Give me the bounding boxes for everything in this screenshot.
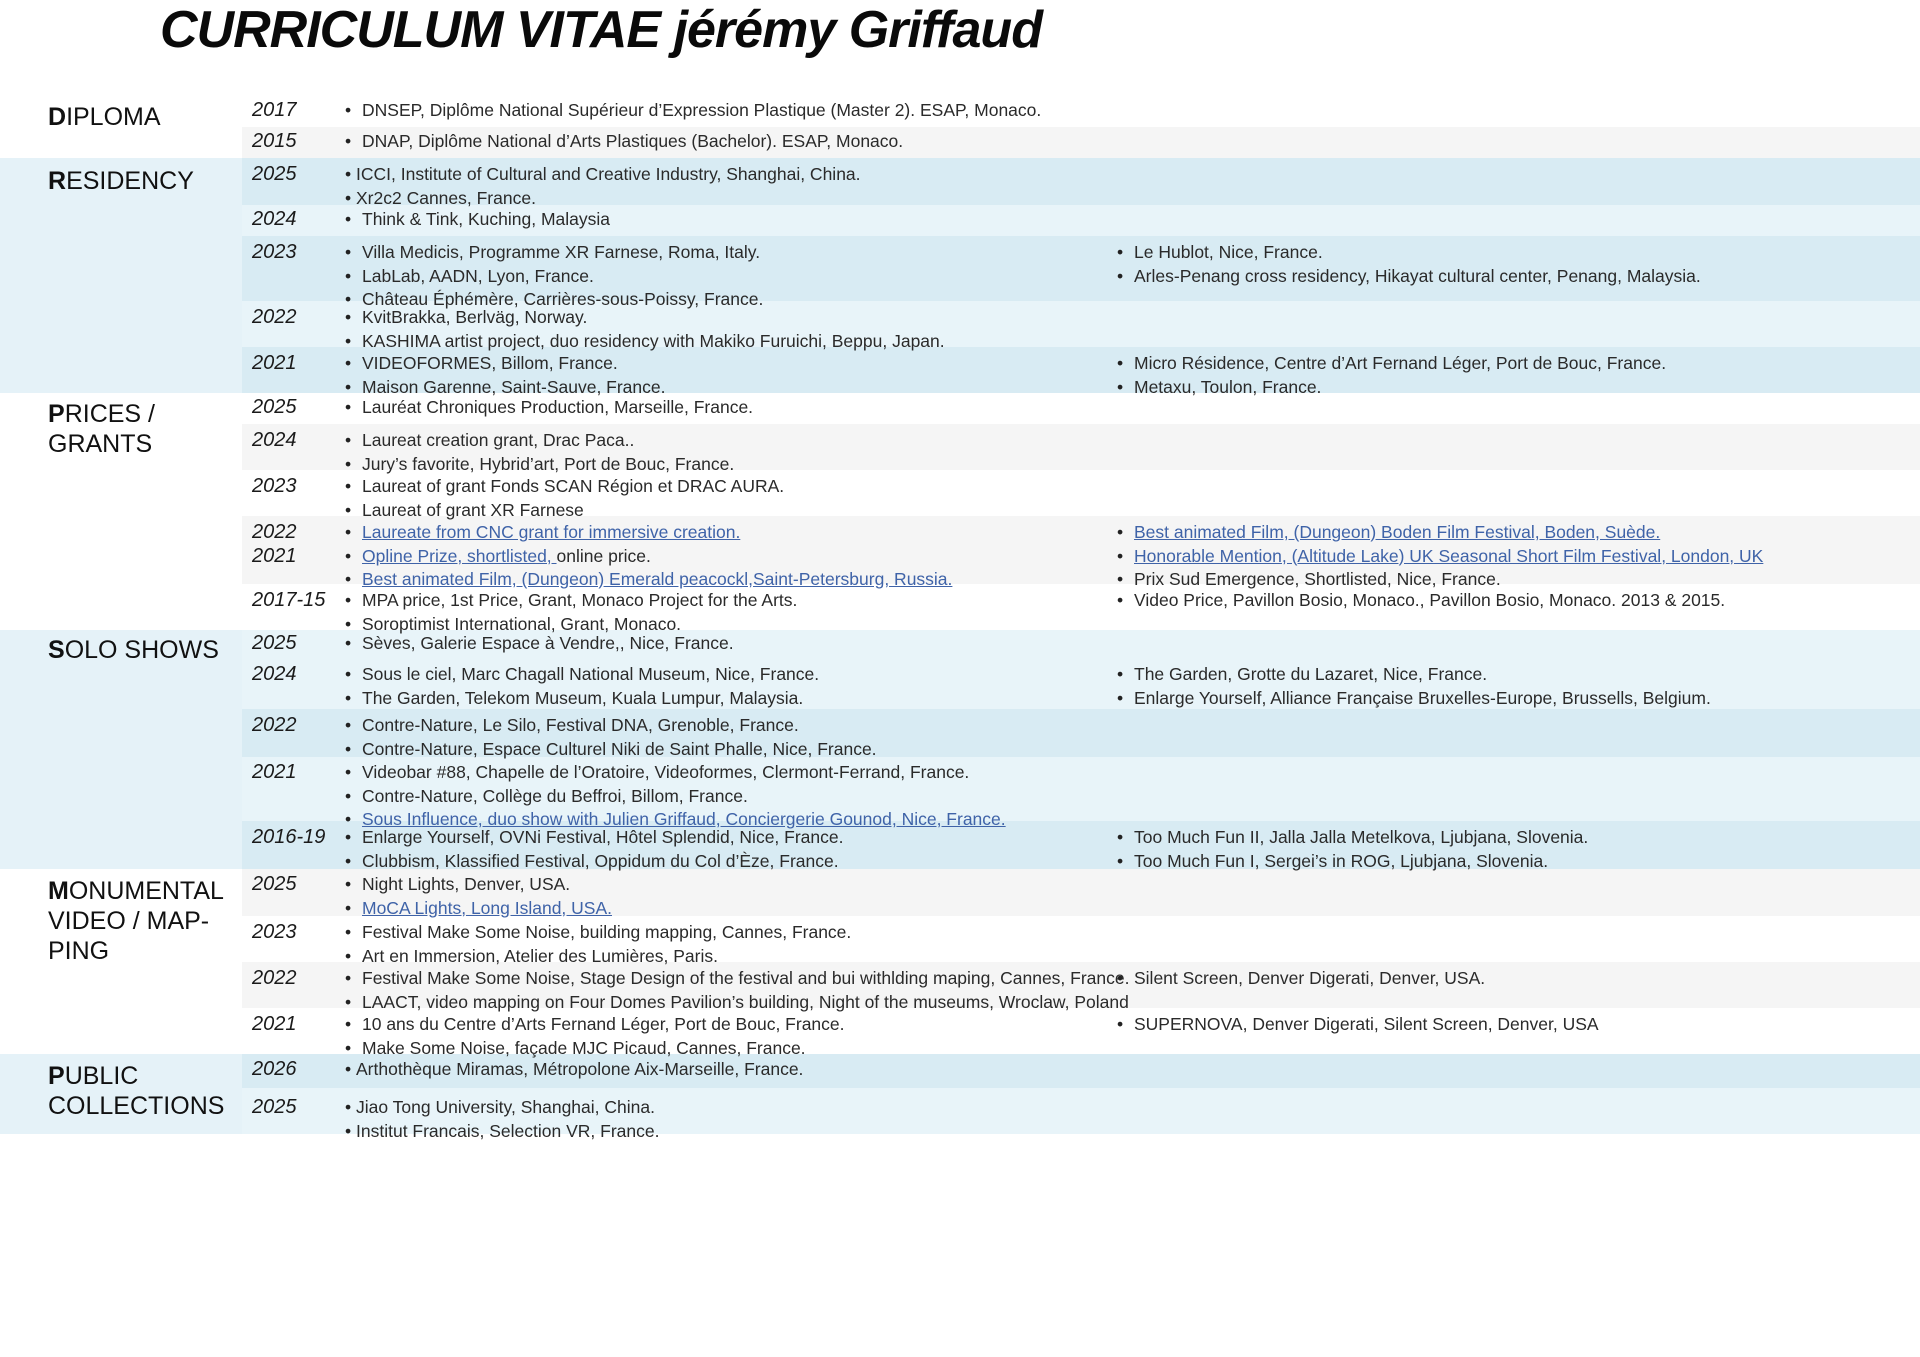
- cv-section: [0, 1054, 1920, 1141]
- entry-text: Enlarge Yourself, Alliance Française Bruxelles-Europe, Brussells, Belgium.: [1134, 687, 1711, 708]
- section-title: RESIDENCY: [48, 167, 194, 195]
- entry-link[interactable]: Best animated Film, (Dungeon) Boden Film Festival, Boden, Suède.: [1134, 522, 1661, 542]
- row-year: 2021: [252, 761, 297, 783]
- entries-left: [342, 208, 1114, 236]
- list-item: [342, 873, 1114, 897]
- entry-text: Festival Make Some Noise, building mapping, Cannes, France.: [362, 922, 852, 942]
- entry-text: Festival Make Some Noise, Stage Design of the festival and bui withlding maping, Cannes, France.: [362, 968, 1130, 988]
- entries-right: [1114, 352, 1920, 397]
- entry-text: Jiao Tong University, Shanghai, China.: [356, 1097, 655, 1117]
- entries-right: [1114, 130, 1920, 158]
- entry-list: [342, 1058, 1114, 1082]
- entry-list: [342, 396, 1114, 420]
- list-item: [342, 241, 1114, 265]
- list-item: [342, 429, 1114, 453]
- entry-text: LAACT, video mapping on Four Domes Pavilion’s building, Night of the museums, Wroclaw, Poland: [362, 991, 1129, 1012]
- row-year: 2015: [252, 130, 297, 152]
- row-year: 2016-19: [252, 826, 326, 848]
- entry-list: [342, 429, 1114, 476]
- entry-text: SUPERNOVA, Denver Digerati, Silent Screen, Denver, USA: [1134, 1014, 1599, 1034]
- entries-right: [1114, 921, 1920, 962]
- section-rows: [242, 1054, 1920, 1141]
- entry-list: [342, 475, 1114, 522]
- entry-text: Arles-Penang cross residency, Hikayat cultural center, Penang, Malaysia.: [1134, 265, 1701, 286]
- section-label: [0, 869, 242, 1054]
- list-item: [1114, 376, 1920, 400]
- section-rows: [242, 869, 1920, 1058]
- entry-text: KASHIMA artist project, duo residency with Makiko Furuichi, Beppu, Japan.: [362, 330, 945, 351]
- list-item: [1114, 663, 1920, 687]
- table-row: [242, 659, 1920, 709]
- list-item: [342, 589, 1114, 613]
- entries-left: [342, 130, 1114, 158]
- entry-list: [1114, 663, 1920, 710]
- list-item: [342, 265, 1114, 289]
- list-item: [1114, 687, 1920, 711]
- row-year: 2024: [252, 429, 297, 451]
- section-title: PUBLIC COLLECTIONS: [48, 1062, 225, 1120]
- entry-list: [1114, 1013, 1920, 1037]
- row-year: 2026: [252, 1058, 297, 1080]
- list-item: [1114, 967, 1920, 991]
- entries-left: [342, 163, 1114, 208]
- entry-list: [1114, 241, 1920, 288]
- table-row: [242, 347, 1920, 397]
- entry-text: MPA price, 1st Price, Grant, Monaco Project for the Arts.: [362, 590, 798, 610]
- section-rows: [242, 96, 1920, 158]
- entries-left: [342, 241, 1114, 309]
- entry-text: VIDEOFORMES, Billom, France.: [362, 353, 618, 373]
- section-label: [0, 158, 242, 393]
- entry-list: [342, 967, 1130, 1014]
- entry-text: DNAP, Diplôme National d’Arts Plastiques (Bachelor). ESAP, Monaco.: [362, 131, 904, 151]
- entry-list: [342, 761, 1114, 832]
- entry-text: LabLab, AADN, Lyon, France.: [362, 265, 594, 286]
- entries-left: [342, 1058, 1114, 1088]
- list-item: [342, 632, 1114, 656]
- entries-left: [342, 429, 1114, 474]
- list-item: [342, 99, 1114, 123]
- list-item: [342, 475, 1114, 499]
- row-year: 2024: [252, 208, 297, 230]
- table-row: [242, 205, 1920, 236]
- list-item: [342, 396, 1114, 420]
- entries-right: [1114, 589, 1920, 630]
- entry-text: Soroptimist International, Grant, Monaco.: [362, 613, 682, 634]
- row-year: 2025: [252, 632, 297, 654]
- entry-text: Too Much Fun II, Jalla Jalla Metelkova, Ljubjana, Slovenia.: [1134, 827, 1589, 847]
- entry-list: [342, 163, 1114, 210]
- table-row: [242, 236, 1920, 309]
- list-item: [342, 921, 1114, 945]
- entries-left: [342, 352, 1114, 397]
- entry-text: Night Lights, Denver, USA.: [362, 874, 571, 894]
- table-row: [242, 1008, 1920, 1058]
- entries-right: [1114, 99, 1920, 127]
- entry-text: Sèves, Galerie Espace à Vendre,, Nice, France.: [362, 633, 734, 653]
- entries-left: [342, 99, 1114, 127]
- list-item: [1114, 545, 1920, 569]
- entries-right: [1114, 1096, 1920, 1134]
- row-year: 2021: [252, 352, 297, 374]
- list-item: [1114, 265, 1920, 289]
- entry-text: Xr2c2 Cannes, France.: [356, 187, 536, 208]
- row-year: 2021: [252, 1013, 297, 1035]
- list-item: [342, 187, 1114, 211]
- section-rows: [242, 630, 1920, 869]
- row-year: 2025: [252, 873, 297, 895]
- list-item: [1114, 352, 1920, 376]
- entry-list: [342, 241, 1114, 312]
- entries-right: [1114, 873, 1920, 916]
- row-year: 2023: [252, 475, 297, 497]
- entry-text: Laureat creation grant, Drac Paca..: [362, 430, 635, 450]
- list-item: [342, 545, 1114, 569]
- section-rows: [242, 393, 1920, 634]
- entry-list: [342, 826, 1114, 873]
- list-item: [342, 1120, 1114, 1144]
- section-label: [0, 393, 242, 630]
- table-row: [242, 757, 1920, 829]
- entries-right: [1114, 663, 1920, 709]
- section-title: SOLO SHOWS: [48, 636, 219, 664]
- list-item: [342, 330, 1114, 354]
- cv-section: [0, 158, 1920, 397]
- entries-left: [342, 632, 1114, 659]
- entries-right: [1114, 521, 1920, 589]
- entry-list: [342, 99, 1114, 123]
- entry-text: The Garden, Grotte du Lazaret, Nice, France.: [1134, 664, 1488, 684]
- list-item: [342, 850, 1114, 874]
- entry-text: 10 ans du Centre d’Arts Fernand Léger, Port de Bouc, France.: [362, 1014, 845, 1034]
- entry-text: Enlarge Yourself, OVNi Festival, Hôtel Splendid, Nice, France.: [362, 827, 844, 847]
- entries-right: [1114, 632, 1920, 659]
- list-item: [342, 687, 1114, 711]
- entry-text: Contre-Nature, Le Silo, Festival DNA, Grenoble, France.: [362, 715, 799, 735]
- entry-list: [342, 1013, 1114, 1060]
- entry-list: [1114, 589, 1920, 613]
- table-row: [242, 127, 1920, 158]
- entry-list: [342, 921, 1114, 968]
- entries-right: [1114, 1013, 1920, 1054]
- entry-list: [342, 1096, 1114, 1143]
- list-item: [342, 897, 1114, 921]
- entries-left: [342, 1096, 1114, 1141]
- entries-left: [342, 761, 1114, 829]
- entries-right: [1114, 396, 1920, 424]
- list-item: [342, 945, 1114, 969]
- entry-text: Clubbism, Klassified Festival, Oppidum du Col d’Èze, France.: [362, 850, 839, 871]
- table-row: [242, 962, 1920, 1012]
- entry-text: Silent Screen, Denver Digerati, Denver, USA.: [1134, 968, 1486, 988]
- entries-right: [1114, 475, 1920, 516]
- section-title: DIPLOMA: [48, 103, 161, 131]
- table-row: [242, 916, 1920, 966]
- entry-text: Video Price, Pavillon Bosio, Monaco., Pavillon Bosio, Monaco. 2013 & 2015.: [1134, 590, 1726, 610]
- entries-right: [1114, 208, 1920, 236]
- entry-list: [1114, 826, 1920, 873]
- entry-list: [342, 873, 1114, 920]
- table-row: [242, 158, 1920, 208]
- list-item: [342, 1096, 1114, 1120]
- entry-text: Château Éphémère, Carrières-sous-Poissy, France.: [362, 289, 764, 309]
- entry-link[interactable]: Laureate from CNC grant for immersive creation.: [362, 522, 741, 542]
- list-item: [1114, 568, 1920, 592]
- entry-text: KvitBrakka, Berlväg, Norway.: [362, 307, 588, 327]
- entry-list: [342, 352, 1114, 399]
- row-year: 2017-15: [252, 589, 326, 611]
- cv-section: [0, 630, 1920, 869]
- entry-text: Make Some Noise, façade MJC Picaud, Cannes, France.: [362, 1037, 806, 1058]
- list-item: [342, 208, 1114, 232]
- entries-left: [342, 663, 1114, 709]
- entry-list: [342, 589, 1114, 636]
- entries-right: [1114, 429, 1920, 470]
- entries-left: [342, 475, 1114, 520]
- entry-list: [342, 663, 1114, 710]
- list-item: [342, 991, 1129, 1015]
- list-item: [1114, 241, 1920, 265]
- row-year: 2025: [252, 396, 297, 418]
- table-row: [242, 630, 1920, 659]
- entries-left: [342, 873, 1114, 916]
- entry-text: DNSEP, Diplôme National Supérieur d’Expression Plastique (Master 2). ESAP, Monaco.: [362, 100, 1042, 120]
- table-row: [242, 821, 1920, 869]
- entry-text: Institut Francais, Selection VR, France.: [356, 1120, 660, 1141]
- list-item: [342, 826, 1114, 850]
- entry-text: Maison Garenne, Saint-Sauve, France.: [362, 376, 666, 397]
- entry-text: Think & Tink, Kuching, Malaysia: [362, 209, 611, 229]
- table-row: [242, 1088, 1920, 1141]
- entries-right: [1114, 826, 1920, 869]
- entries-left: [342, 921, 1114, 966]
- entries-right: [1114, 163, 1920, 205]
- list-item: [342, 306, 1114, 330]
- entries-left: [342, 521, 1114, 589]
- row-year: 2022: [252, 714, 297, 736]
- entries-right: [1114, 306, 1920, 347]
- entry-list: [342, 208, 1114, 232]
- entry-list: [342, 714, 1114, 761]
- entry-link[interactable]: MoCA Lights, Long Island, USA.: [362, 897, 612, 918]
- entries-left: [342, 306, 1114, 351]
- list-item: [342, 785, 1114, 809]
- entry-text: Micro Résidence, Centre d’Art Fernand Léger, Port de Bouc, France.: [1134, 353, 1667, 373]
- cv-section: [0, 869, 1920, 1058]
- entries-right: [1114, 714, 1920, 757]
- cv-table: [0, 96, 1920, 1141]
- table-row: [242, 1054, 1920, 1088]
- table-row: [242, 470, 1920, 520]
- list-item: [1114, 521, 1920, 545]
- entries-left: [342, 714, 1114, 757]
- entry-link[interactable]: Opline Prize, shortlisted,: [362, 545, 557, 566]
- entry-link[interactable]: Best animated Film, (Dungeon) Emerald peacockl,Saint-Petersburg, Russia.: [362, 569, 953, 589]
- table-row: [242, 584, 1920, 634]
- entry-text: Prix Sud Emergence, Shortlisted, Nice, France.: [1134, 569, 1501, 589]
- section-label: [0, 630, 242, 869]
- entries-right: [1114, 241, 1920, 301]
- entry-list: [342, 521, 1114, 592]
- entry-text: Le Hublot, Nice, France.: [1134, 242, 1323, 262]
- entry-list: [342, 130, 1114, 154]
- section-label: [0, 1054, 242, 1134]
- list-item: [342, 1058, 1114, 1082]
- list-item: [1114, 826, 1920, 850]
- table-row: [242, 709, 1920, 757]
- entry-text: The Garden, Telekom Museum, Kuala Lumpur, Malaysia.: [362, 687, 804, 708]
- entry-text: ICCI, Institute of Cultural and Creative Industry, Shanghai, China.: [356, 164, 861, 184]
- list-item: [342, 714, 1114, 738]
- entries-left: [342, 826, 1114, 869]
- entries-right: [1114, 1058, 1920, 1088]
- list-item: [342, 163, 1114, 187]
- page-title: CURRICULUM VITAE jérémy Griffaud: [160, 1, 1042, 59]
- row-year: 2022 2021: [252, 521, 297, 567]
- table-row: [242, 424, 1920, 474]
- entry-list: [342, 306, 1114, 353]
- entries-left: [342, 967, 1130, 1012]
- entries-right: [1114, 967, 1920, 1008]
- list-item: [342, 352, 1114, 376]
- entry-text: online price.: [556, 545, 651, 566]
- list-item: [342, 761, 1114, 785]
- list-item: [342, 130, 1114, 154]
- entry-text: Laureat of grant XR Farnese: [362, 499, 584, 520]
- table-row: [242, 96, 1920, 127]
- row-year: 2017: [252, 99, 297, 121]
- entry-list: [342, 632, 1114, 656]
- entry-text: Lauréat Chroniques Production, Marseille, France.: [362, 397, 754, 417]
- entry-text: Videobar #88, Chapelle de l’Oratoire, Videoformes, Clermont-Ferrand, France.: [362, 762, 970, 782]
- list-item: [342, 663, 1114, 687]
- entries-left: [342, 1013, 1114, 1058]
- entries-left: [342, 589, 1114, 634]
- list-item: [342, 499, 1114, 523]
- row-year: 2025: [252, 163, 297, 185]
- entry-text: Metaxu, Toulon, France.: [1134, 376, 1322, 397]
- cv-section: [0, 96, 1920, 158]
- row-year: 2023: [252, 921, 297, 943]
- table-row: [242, 301, 1920, 351]
- entries-left: [342, 396, 1114, 424]
- list-item: [342, 568, 1114, 592]
- entry-text: Contre-Nature, Collège du Beffroi, Billom, France.: [362, 785, 748, 806]
- entry-list: [1114, 967, 1920, 991]
- table-row: [242, 516, 1920, 589]
- list-item: [342, 1037, 1114, 1061]
- row-year: 2022: [252, 967, 297, 989]
- entries-right: [1114, 761, 1920, 821]
- entry-link[interactable]: Honorable Mention, (Altitude Lake) UK Seasonal Short Film Festival, London, UK: [1134, 545, 1764, 566]
- entry-text: Too Much Fun I, Sergei’s in ROG, Ljubjana, Slovenia.: [1134, 850, 1549, 871]
- list-item: [342, 738, 1114, 762]
- entry-text: Art en Immersion, Atelier des Lumières, Paris.: [362, 945, 718, 966]
- section-rows: [242, 158, 1920, 397]
- list-item: [1114, 1013, 1920, 1037]
- row-year: 2023: [252, 241, 297, 263]
- entry-link[interactable]: Sous Influence, duo show with Julien Griffaud, Conciergerie Gounod, Nice, France.: [362, 809, 1006, 829]
- list-item: [342, 521, 1114, 545]
- cv-section: [0, 393, 1920, 634]
- entry-text: Sous le ciel, Marc Chagall National Museum, Nice, France.: [362, 664, 820, 684]
- entry-text: Villa Medicis, Programme XR Farnese, Roma, Italy.: [362, 242, 761, 262]
- row-year: 2025: [252, 1096, 297, 1118]
- entry-text: Arthothèque Miramas, Métropolone Aix-Marseille, France.: [356, 1059, 804, 1079]
- table-row: [242, 869, 1920, 916]
- list-item: [342, 453, 1114, 477]
- list-item: [342, 967, 1130, 991]
- row-year: 2024: [252, 663, 297, 685]
- entry-list: [1114, 521, 1920, 592]
- section-title: MONUMENTAL VIDEO / MAP- PING: [48, 877, 224, 965]
- list-item: [1114, 589, 1920, 613]
- list-item: [1114, 850, 1920, 874]
- section-label: [0, 96, 242, 158]
- entry-text: Laureat of grant Fonds SCAN Région et DRAC AURA.: [362, 476, 785, 496]
- entry-text: Jury’s favorite, Hybrid’art, Port de Bouc, France.: [362, 453, 735, 474]
- section-title: PRICES / GRANTS: [48, 400, 155, 458]
- row-year: 2022: [252, 306, 297, 328]
- entry-text: Contre-Nature, Espace Culturel Niki de Saint Phalle, Nice, France.: [362, 738, 877, 759]
- entry-list: [1114, 352, 1920, 399]
- list-item: [342, 1013, 1114, 1037]
